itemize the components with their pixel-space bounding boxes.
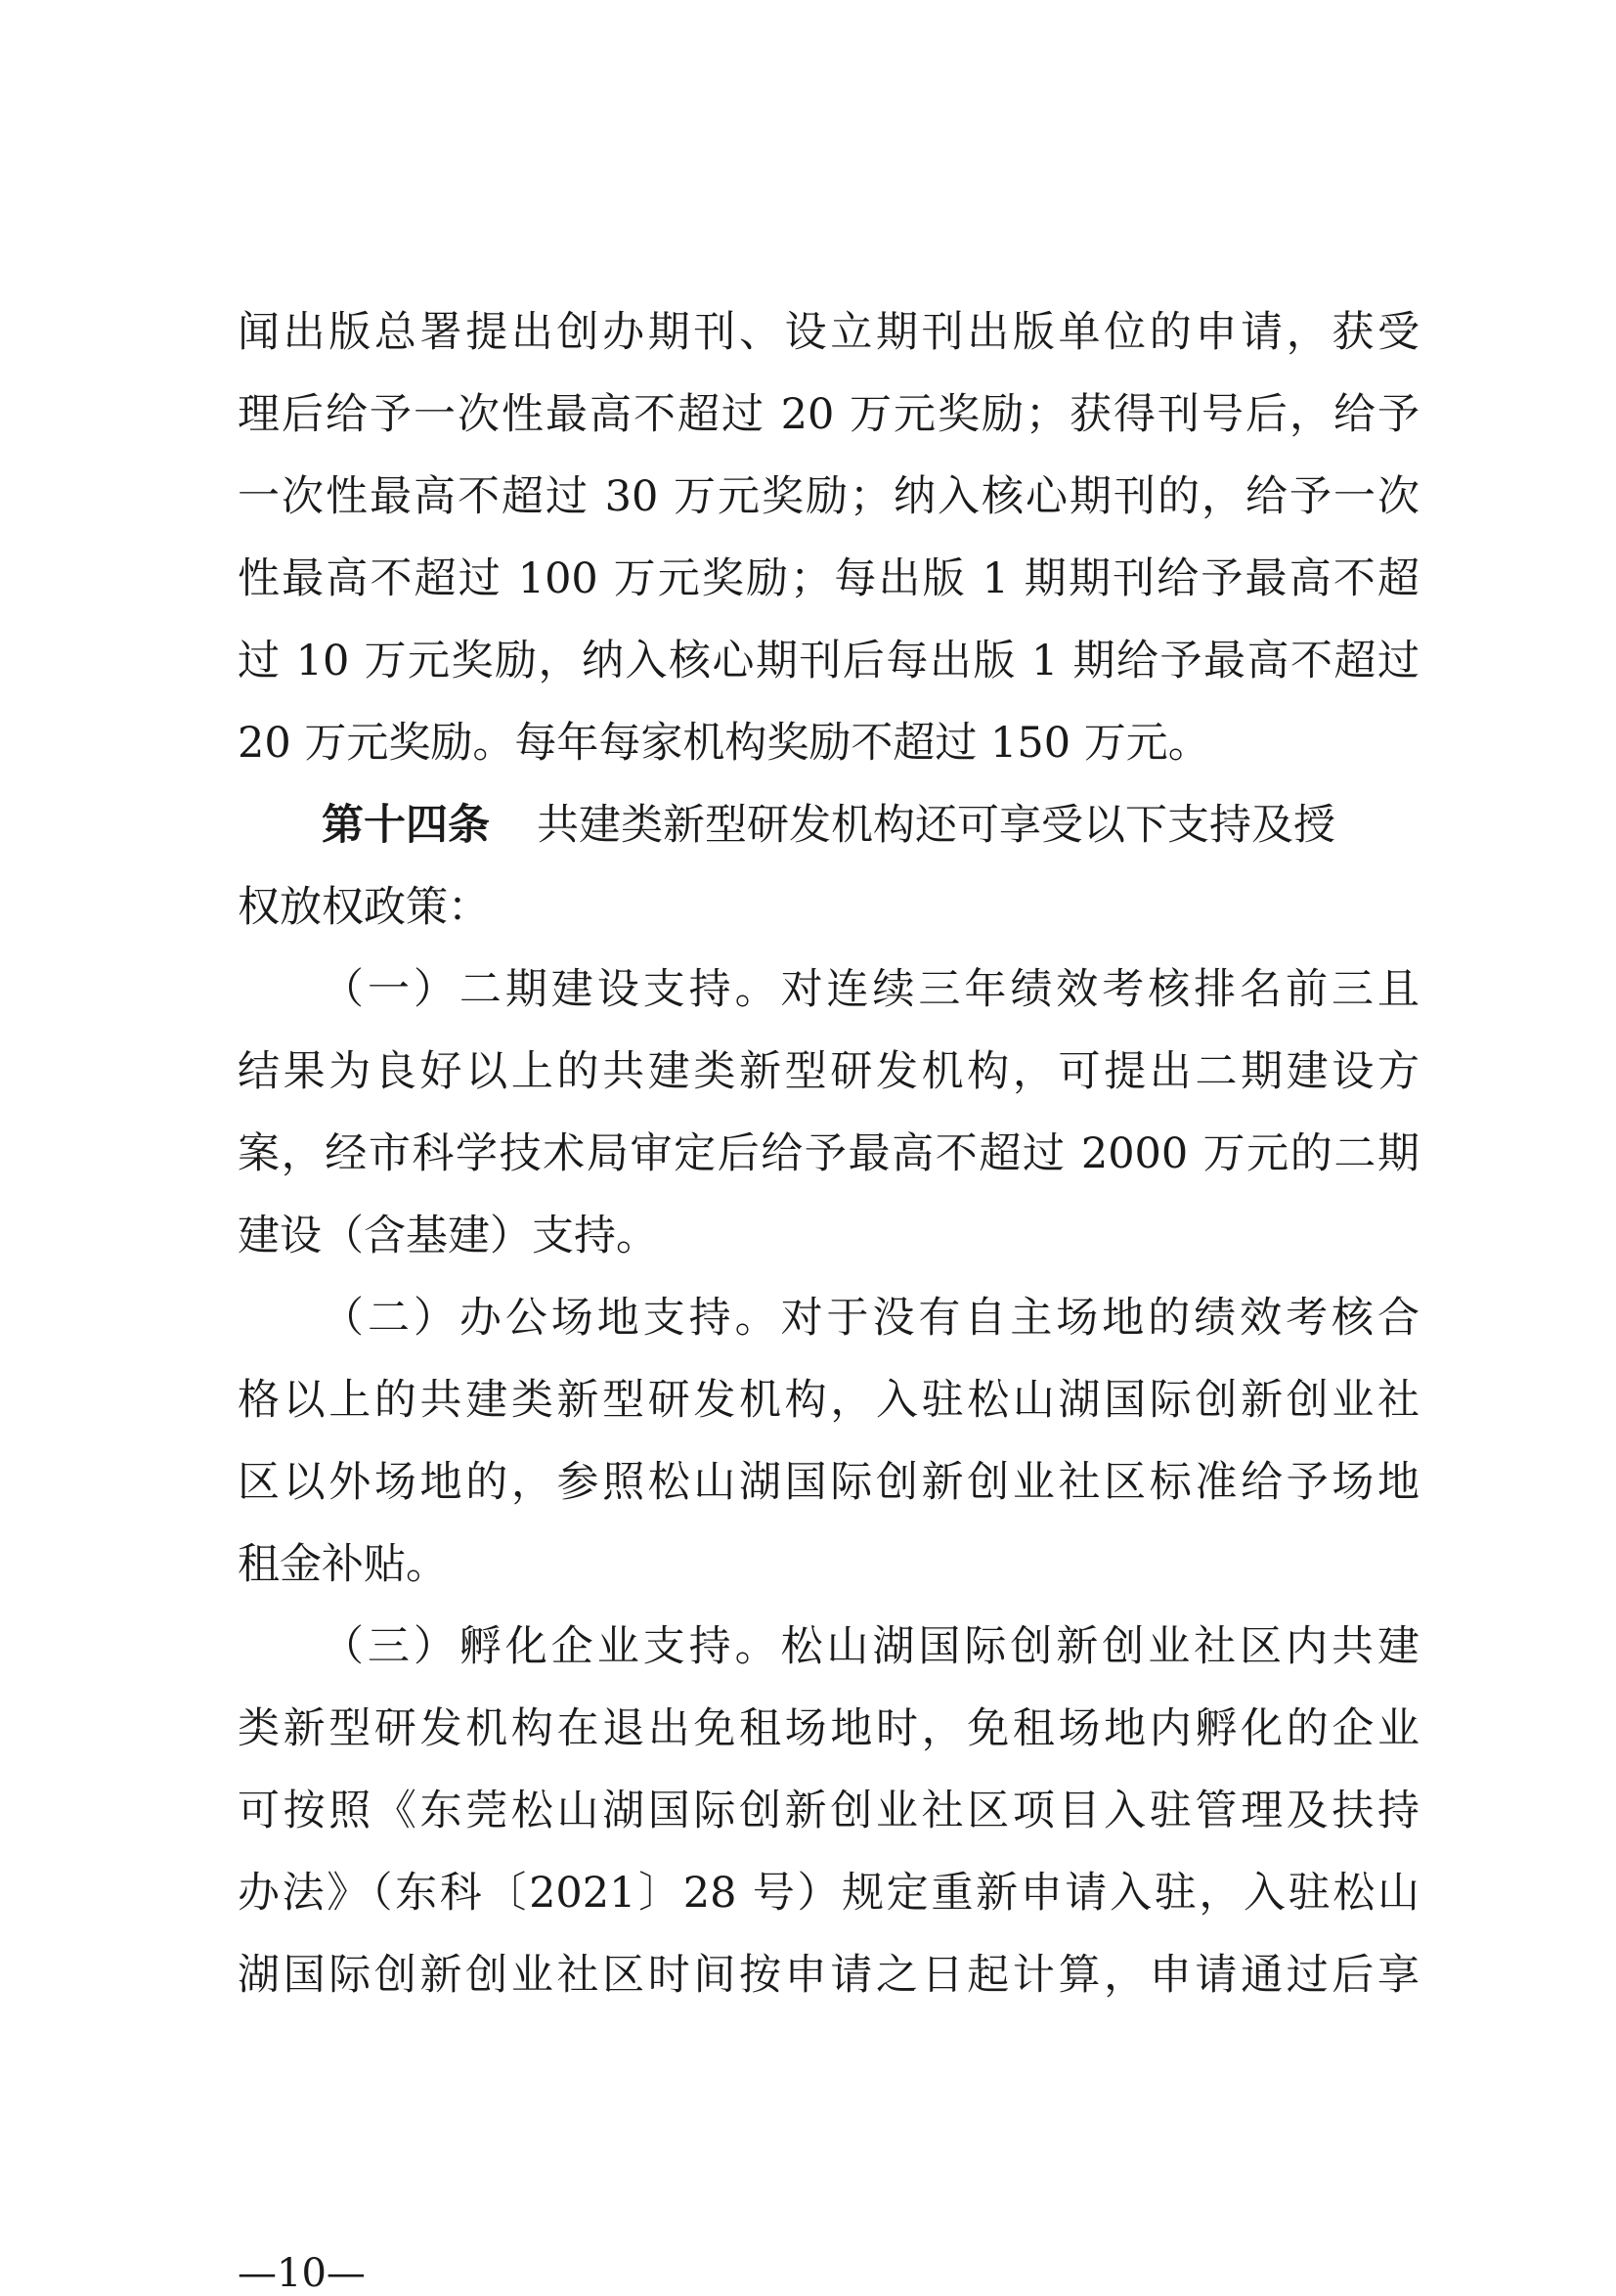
item-3-first-line: （三）孵化企业支持。松山湖国际创新创业社区内共建 — [322, 1622, 1419, 1671]
article-text: 共建类新型研发机构还可享受以下支持及授 — [537, 801, 1335, 850]
body-text-line: 湖国际创新创业社区时间按申请之日起计算，申请通过后享 — [238, 1951, 1419, 2000]
body-text-line: 结果为良好以上的共建类新型研发机构，可提出二期建设方 — [238, 1047, 1419, 1096]
body-text-line: 类新型研发机构在退出免租场地时，免租场地内孵化的企业 — [238, 1704, 1419, 1753]
item-1-first-line: （一）二期建设支持。对连续三年绩效考核排名前三且 — [322, 965, 1419, 1014]
article-14-first-line — [322, 784, 1419, 866]
body-text-line: 20 万元奖励。每年每家机构奖励不超过 150 万元。 — [238, 719, 1210, 768]
body-text-line: 理后给予一次性最高不超过 20 万元奖励；获得刊号后，给予 — [238, 390, 1419, 439]
body-text-line: 闻出版总署提出创办期刊、设立期刊出版单位的申请，获受 — [238, 308, 1419, 357]
body-text-line: 过 10 万元奖励，纳入核心期刊后每出版 1 期给予最高不超过 — [238, 637, 1419, 685]
body-text-line: 办法》（东科〔2021〕28 号）规定重新申请入驻，入驻松山 — [238, 1869, 1419, 1918]
article-heading: 第十四条 — [322, 801, 490, 850]
body-text-line: 案，经市科学技术局审定后给予最高不超过 2000 万元的二期 — [238, 1129, 1419, 1178]
body-text-line: 可按照《东莞松山湖国际创新创业社区项目入驻管理及扶持 — [238, 1787, 1419, 1835]
body-text-line: 一次性最高不超过 30 万元奖励；纳入核心期刊的，给予一次 — [238, 472, 1419, 521]
item-2-first-line: （二）办公场地支持。对于没有自主场地的绩效考核合 — [322, 1294, 1419, 1343]
body-text-line: 租金补贴。 — [238, 1540, 448, 1589]
body-text-line: 区以外场地的，参照松山湖国际创新创业社区标准给予场地 — [238, 1458, 1419, 1507]
page-number: —10— — [238, 2251, 366, 2296]
body-text-line: 性最高不超过 100 万元奖励；每出版 1 期期刊给予最高不超 — [238, 554, 1419, 603]
body-text-line: 格以上的共建类新型研发机构，入驻松山湖国际创新创业社 — [238, 1376, 1419, 1425]
body-text-line: 建设（含基建）支持。 — [238, 1212, 658, 1260]
body-text-line: 权放权政策： — [238, 883, 490, 932]
